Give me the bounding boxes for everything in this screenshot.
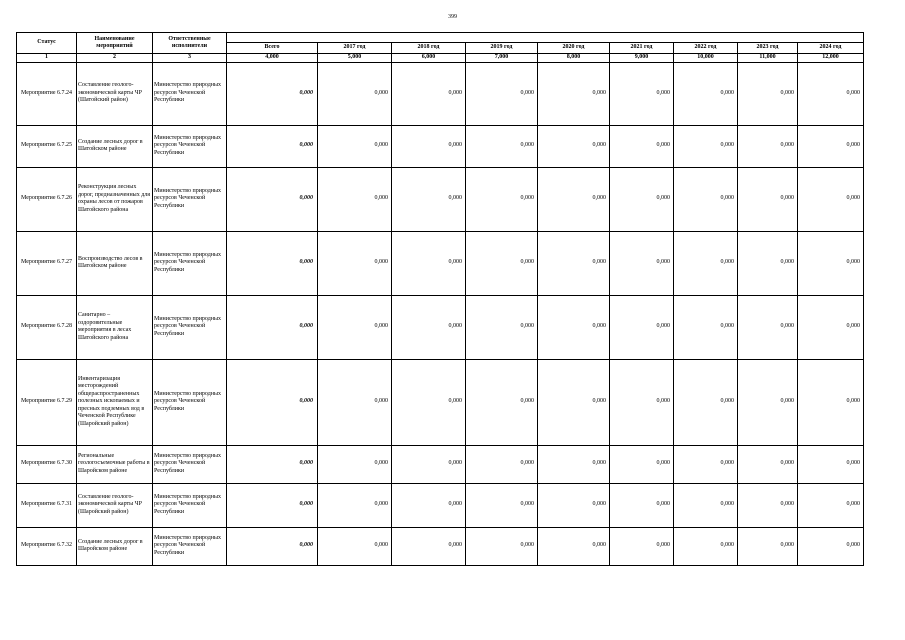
- event-status: Мероприятие 6.7.31: [17, 483, 77, 527]
- total-value: 0,000: [227, 295, 318, 359]
- year-value: 0,000: [610, 167, 674, 231]
- total-value: 0,000: [227, 527, 318, 565]
- table-row: [17, 231, 864, 295]
- column-number: 4,000: [227, 54, 318, 63]
- event-name: Создание лесных дорог в Шаройском районе: [77, 527, 153, 565]
- responsible-executor: Министерство природных ресурсов Чеченской Республики: [153, 62, 227, 125]
- total-value: 0,000: [227, 125, 318, 167]
- header-year: 2021 год: [610, 43, 674, 54]
- year-value: 0,000: [738, 62, 798, 125]
- column-number: 1: [17, 54, 77, 63]
- total-value: 0,000: [227, 62, 318, 125]
- year-value: 0,000: [610, 62, 674, 125]
- year-value: 0,000: [392, 231, 466, 295]
- total-value: 0,000: [227, 359, 318, 445]
- year-value: 0,000: [798, 295, 864, 359]
- year-value: 0,000: [392, 167, 466, 231]
- year-value: 0,000: [538, 527, 610, 565]
- table-row: [17, 483, 864, 527]
- year-value: 0,000: [798, 231, 864, 295]
- year-value: 0,000: [318, 62, 392, 125]
- responsible-executor: Министерство природных ресурсов Чеченской Республики: [153, 527, 227, 565]
- header-responsible: Ответственные исполнители: [153, 33, 227, 54]
- table-row: [17, 359, 864, 445]
- event-name: Составление геолого-экономической карты ЧР (Шаройский район): [77, 483, 153, 527]
- year-value: 0,000: [466, 483, 538, 527]
- year-value: 0,000: [610, 231, 674, 295]
- total-value: 0,000: [227, 231, 318, 295]
- year-value: 0,000: [738, 231, 798, 295]
- year-value: 0,000: [318, 483, 392, 527]
- year-value: 0,000: [392, 359, 466, 445]
- responsible-executor: Министерство природных ресурсов Чеченской Республики: [153, 359, 227, 445]
- header-name: Наименование мероприятий: [77, 33, 153, 54]
- year-value: 0,000: [466, 445, 538, 483]
- total-value: 0,000: [227, 445, 318, 483]
- event-status: Мероприятие 6.7.26: [17, 167, 77, 231]
- year-value: 0,000: [674, 167, 738, 231]
- year-value: 0,000: [610, 445, 674, 483]
- year-value: 0,000: [466, 231, 538, 295]
- event-status: Мероприятие 6.7.27: [17, 231, 77, 295]
- year-value: 0,000: [318, 125, 392, 167]
- year-value: 0,000: [738, 359, 798, 445]
- year-value: 0,000: [466, 167, 538, 231]
- event-status: Мероприятие 6.7.30: [17, 445, 77, 483]
- responsible-executor: Министерство природных ресурсов Чеченской Республики: [153, 167, 227, 231]
- header-year: 2020 год: [538, 43, 610, 54]
- year-value: 0,000: [798, 125, 864, 167]
- year-value: 0,000: [738, 445, 798, 483]
- header-status: Статус: [17, 33, 77, 54]
- year-value: 0,000: [798, 527, 864, 565]
- table-row: [17, 295, 864, 359]
- year-value: 0,000: [318, 295, 392, 359]
- year-value: 0,000: [674, 359, 738, 445]
- year-value: 0,000: [538, 359, 610, 445]
- header-year: 2019 год: [466, 43, 538, 54]
- year-value: 0,000: [798, 62, 864, 125]
- year-value: 0,000: [738, 167, 798, 231]
- table-row: [17, 125, 864, 167]
- year-value: 0,000: [674, 125, 738, 167]
- column-number: 5,000: [318, 54, 392, 63]
- budget-table: [16, 32, 864, 566]
- year-value: 0,000: [610, 359, 674, 445]
- column-number: 12,000: [798, 54, 864, 63]
- year-value: 0,000: [738, 295, 798, 359]
- year-value: 0,000: [392, 527, 466, 565]
- event-status: Мероприятие 6.7.28: [17, 295, 77, 359]
- year-value: 0,000: [738, 527, 798, 565]
- year-value: 0,000: [538, 445, 610, 483]
- column-number: 3: [153, 54, 227, 63]
- year-value: 0,000: [674, 483, 738, 527]
- year-value: 0,000: [798, 445, 864, 483]
- year-value: 0,000: [798, 167, 864, 231]
- column-number: 10,000: [674, 54, 738, 63]
- header-total: Всего: [227, 43, 318, 54]
- event-status: Мероприятие 6.7.25: [17, 125, 77, 167]
- year-value: 0,000: [798, 483, 864, 527]
- event-status: Мероприятие 6.7.29: [17, 359, 77, 445]
- responsible-executor: Министерство природных ресурсов Чеченской Республики: [153, 231, 227, 295]
- year-value: 0,000: [392, 125, 466, 167]
- numbering-row: [17, 54, 864, 63]
- header-year: 2018 год: [392, 43, 466, 54]
- year-value: 0,000: [674, 231, 738, 295]
- column-number: 6,000: [392, 54, 466, 63]
- event-name: Создание лесных дорог в Шатойском районе: [77, 125, 153, 167]
- table-row: [17, 445, 864, 483]
- year-value: 0,000: [318, 527, 392, 565]
- year-value: 0,000: [466, 527, 538, 565]
- year-value: 0,000: [738, 483, 798, 527]
- year-value: 0,000: [466, 62, 538, 125]
- year-value: 0,000: [538, 483, 610, 527]
- year-value: 0,000: [674, 295, 738, 359]
- event-name: Реконструкция лесных дорог, предназначенных для охраны лесов от пожаров Шатойского района: [77, 167, 153, 231]
- responsible-executor: Министерство природных ресурсов Чеченской Республики: [153, 125, 227, 167]
- responsible-executor: Министерство природных ресурсов Чеченской Республики: [153, 445, 227, 483]
- event-status: Мероприятие 6.7.24: [17, 62, 77, 125]
- year-value: 0,000: [466, 125, 538, 167]
- header-year: 2024 год: [798, 43, 864, 54]
- responsible-executor: Министерство природных ресурсов Чеченской Республики: [153, 483, 227, 527]
- year-value: 0,000: [538, 295, 610, 359]
- header-year: 2022 год: [674, 43, 738, 54]
- event-status: Мероприятие 6.7.32: [17, 527, 77, 565]
- year-value: 0,000: [738, 125, 798, 167]
- header-year: 2023 год: [738, 43, 798, 54]
- year-value: 0,000: [674, 445, 738, 483]
- event-name: Воспроизводство лесов в Шатойском районе: [77, 231, 153, 295]
- year-value: 0,000: [538, 231, 610, 295]
- year-value: 0,000: [392, 62, 466, 125]
- year-value: 0,000: [538, 125, 610, 167]
- event-name: Составление геолого-экономической карты ЧР (Шатойский район): [77, 62, 153, 125]
- page-number: 399: [448, 14, 457, 20]
- column-number: 8,000: [538, 54, 610, 63]
- year-value: 0,000: [466, 295, 538, 359]
- year-value: 0,000: [318, 167, 392, 231]
- responsible-executor: Министерство природных ресурсов Чеченской Республики: [153, 295, 227, 359]
- header-year: 2017 год: [318, 43, 392, 54]
- year-value: 0,000: [674, 527, 738, 565]
- event-name: Региональные геологосъемочные работы в Шаройском районе: [77, 445, 153, 483]
- event-name: Санитарно – оздоровительные мероприятия в лесах Шатойского района: [77, 295, 153, 359]
- year-value: 0,000: [392, 483, 466, 527]
- column-number: 11,000: [738, 54, 798, 63]
- year-value: 0,000: [392, 445, 466, 483]
- total-value: 0,000: [227, 167, 318, 231]
- year-value: 0,000: [610, 125, 674, 167]
- year-value: 0,000: [798, 359, 864, 445]
- year-value: 0,000: [318, 231, 392, 295]
- column-number: 2: [77, 54, 153, 63]
- year-value: 0,000: [538, 62, 610, 125]
- year-value: 0,000: [610, 527, 674, 565]
- column-number: 7,000: [466, 54, 538, 63]
- table-row: [17, 62, 864, 125]
- table-row: [17, 167, 864, 231]
- total-value: 0,000: [227, 483, 318, 527]
- year-value: 0,000: [538, 167, 610, 231]
- year-value: 0,000: [674, 62, 738, 125]
- year-value: 0,000: [318, 445, 392, 483]
- column-number: 9,000: [610, 54, 674, 63]
- year-value: 0,000: [466, 359, 538, 445]
- header-spacer: [227, 33, 864, 43]
- year-value: 0,000: [610, 483, 674, 527]
- year-value: 0,000: [318, 359, 392, 445]
- year-value: 0,000: [610, 295, 674, 359]
- table-row: [17, 527, 864, 565]
- year-value: 0,000: [392, 295, 466, 359]
- event-name: Инвентаризация месторождений общераспространенных полезных ископаемых и пресных подземных вод в Чеченской Республике (Шаройский район): [77, 359, 153, 445]
